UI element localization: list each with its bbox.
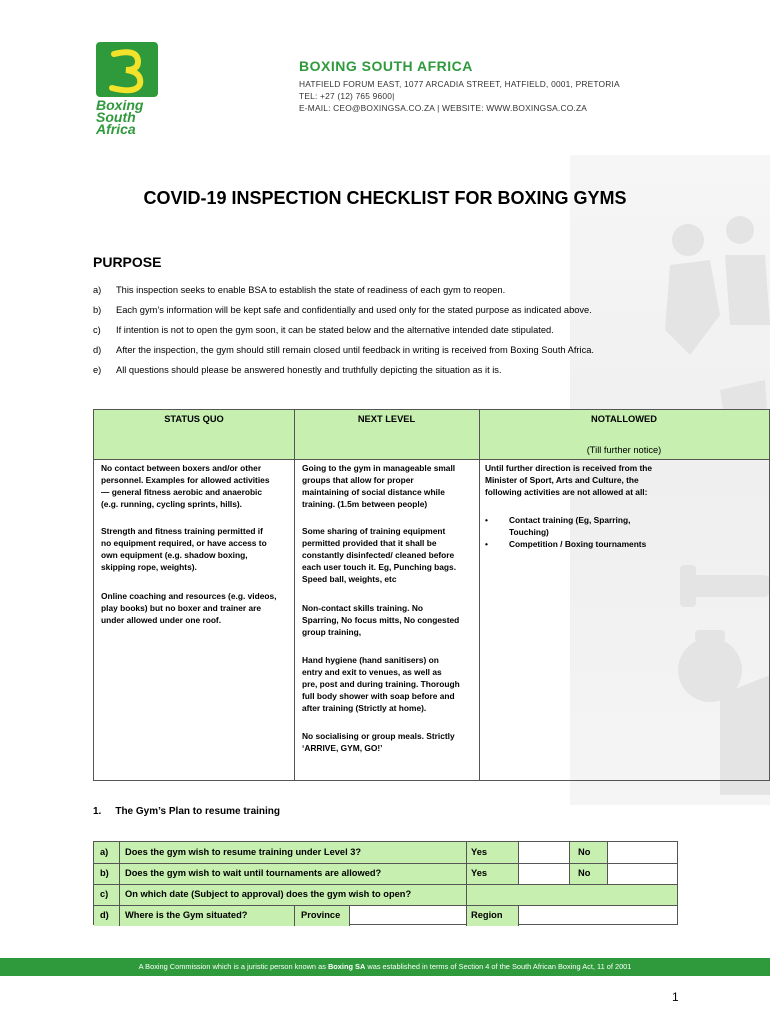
- province-label: Province: [301, 910, 341, 920]
- org-telephone: TEL: +27 (12) 765 9600|: [299, 91, 395, 101]
- not-allowed-text: Until further direction is received from the Minister of Sport, Arts and Culture, the following activities are not allowed at all:: [485, 463, 653, 497]
- next-level-text: Some sharing of training equipment permitted provided that it shall be constantly disinfected/ cleaned before each user touch it. Eg, Punching bags. Speed ball, weights, etc: [302, 526, 457, 584]
- org-email-website: E-MAIL: CEO@BOXINGSA.CO.ZA | WEBSITE: WWW.BOXINGSA.CO.ZA: [299, 103, 588, 113]
- question-text: Does the gym wish to wait until tournaments are allowed?: [125, 868, 382, 878]
- section-1-heading: 1. The Gym’s Plan to resume training: [93, 806, 281, 817]
- row-letter: d): [100, 910, 109, 920]
- yes-answer-box[interactable]: [519, 864, 568, 883]
- gym-plan-table: [93, 841, 678, 925]
- logo-wordmark: Boxing South Africa: [96, 97, 144, 137]
- yes-option: Yes: [471, 847, 488, 857]
- region-answer-box[interactable]: [519, 906, 676, 925]
- no-option: No: [578, 868, 591, 878]
- not-allowed-item: Competition / Boxing tournaments: [509, 539, 647, 549]
- next-level-text: Non-contact skills training. No Sparring, No focus mitts, No congested group training,: [302, 603, 460, 637]
- org-address: HATFIELD FORUM EAST, 1077 ARCADIA STREET, HATFIELD, 0001, PRETORIA: [299, 79, 620, 89]
- page-number: 1: [672, 990, 679, 1004]
- org-name: BOXING SOUTH AFRICA: [299, 58, 473, 74]
- status-quo-text: Online coaching and resources (e.g. videos, play books) but no boxer and trainer are under allowed under one roof.: [101, 591, 277, 625]
- purpose-heading: PURPOSE: [93, 254, 162, 270]
- not-allowed-item: Contact training (Eg, Sparring, Touching): [509, 515, 631, 537]
- bullet-icon: •: [485, 515, 488, 525]
- row-letter: b): [100, 868, 109, 878]
- province-answer-box[interactable]: [350, 906, 465, 925]
- next-level-text: No socialising or group meals. Strictly ‘ARRIVE, GYM, GO!’: [302, 731, 455, 753]
- document-title: COVID-19 INSPECTION CHECKLIST FOR BOXING GYMS: [143, 188, 627, 208]
- question-text: Does the gym wish to resume training under Level 3?: [125, 847, 362, 857]
- col-header-not-allowed: NOTALLOWED: [591, 414, 657, 424]
- no-answer-box[interactable]: [608, 864, 676, 883]
- row-letter: a): [100, 847, 109, 857]
- next-level-text: Going to the gym in manageable small groups that allow for proper maintaining of social distance while training. (1.5m between people): [302, 463, 456, 509]
- region-label: Region: [471, 910, 503, 920]
- col-header-status-quo: STATUS QUO: [164, 414, 224, 424]
- col-header-next-level: NEXT LEVEL: [357, 414, 416, 424]
- status-quo-text: Strength and fitness training permitted if no equipment required, or have access to own equipment (e.g. shadow boxing, skipping rope, weights).: [101, 526, 267, 572]
- next-level-text: Hand hygiene (hand sanitisers) on entry and exit to venues, as well as pre, post and during training. Thorough full body shower with soap before and after training (Strictly at home).: [302, 655, 460, 713]
- row-letter: c): [100, 889, 109, 899]
- no-answer-box[interactable]: [608, 843, 676, 862]
- bullet-icon: •: [485, 539, 488, 549]
- yes-option: Yes: [471, 868, 488, 878]
- status-levels-table: [93, 409, 770, 781]
- status-quo-text: No contact between boxers and/or other personnel. Examples for allowed activities — general fitness aerobic and anaerobic (e.g. running, cycling sprints, hills).: [101, 463, 270, 509]
- footer-text: A Boxing Commission which is a juristic person known as Boxing SA was established in terms of Section 4 of the South African Boxing Act, 11 of 2001: [138, 962, 632, 971]
- question-text: Where is the Gym situated?: [125, 910, 248, 920]
- yes-answer-box[interactable]: [519, 843, 568, 862]
- no-option: No: [578, 847, 591, 857]
- question-text: On which date (Subject to approval) does the gym wish to open?: [125, 889, 412, 899]
- not-allowed-note: (Till further notice): [586, 445, 662, 455]
